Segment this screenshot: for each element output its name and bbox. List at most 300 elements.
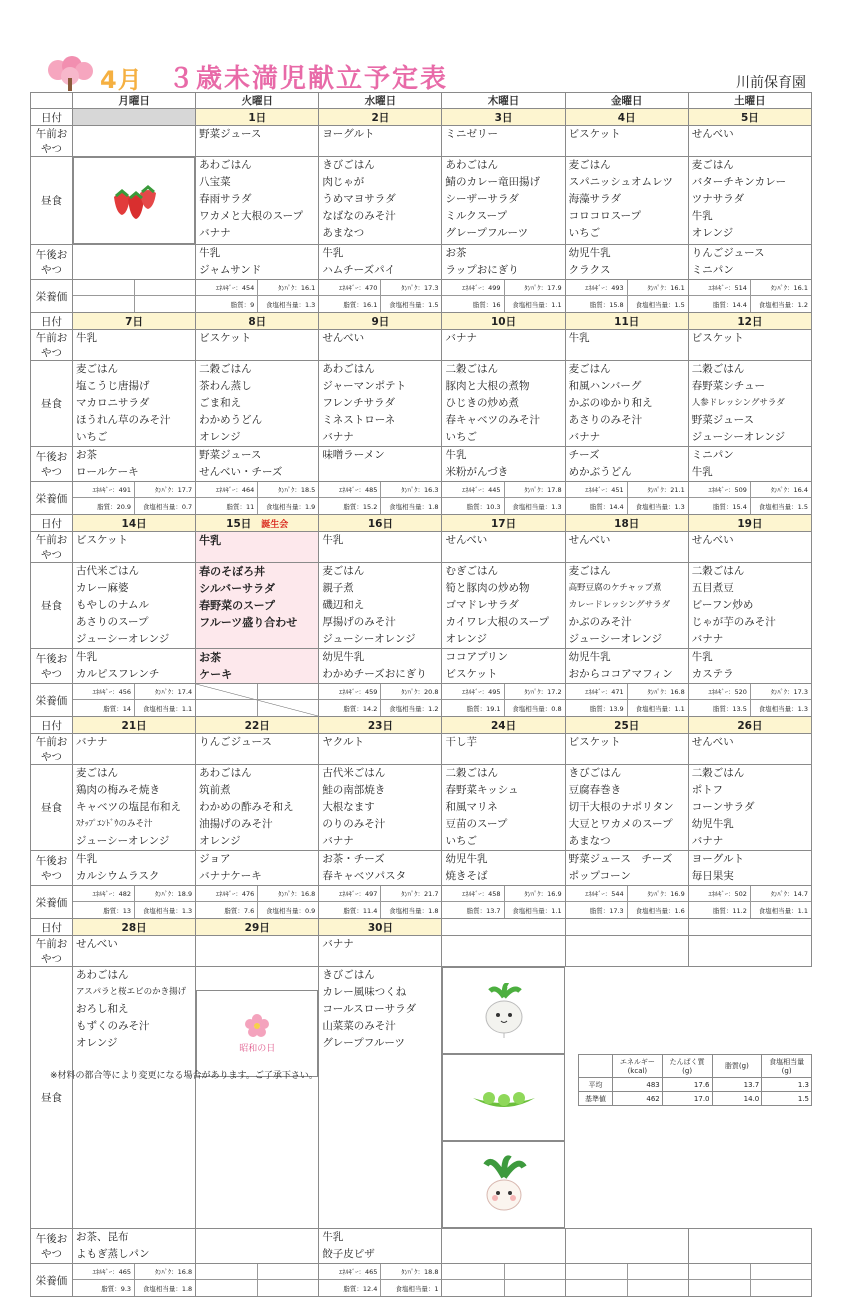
nutrition-value <box>73 296 134 312</box>
menu-item: 切干大根のナポリタン <box>568 801 674 813</box>
pm-snack-cell <box>73 245 196 280</box>
nutrition-grid <box>73 886 195 918</box>
lunch-cell <box>442 157 565 245</box>
menu-item: 豚肉と大根の煮物 <box>445 380 530 392</box>
lunch-cell <box>319 967 442 1229</box>
date-text: 25日 <box>614 719 640 732</box>
day-name: 火曜日 <box>196 93 319 109</box>
menu-item: 餃子皮ピザ <box>322 1248 375 1260</box>
lunch-cell <box>565 563 688 649</box>
menu-item: 二穀ごはん <box>691 363 745 375</box>
menu-item: ミニパン <box>691 449 734 461</box>
menu-item: むぎごはん <box>445 565 498 577</box>
lunch-cell <box>319 765 442 851</box>
nutrition-cell <box>442 280 565 313</box>
date-text: 16日 <box>367 517 393 530</box>
menu-item: 春キャベツのみそ汁 <box>445 414 540 426</box>
menu-item: バナナ <box>691 835 724 847</box>
lunch-cell <box>73 967 196 1229</box>
nutrition-value: 脂質：16 <box>472 300 501 309</box>
date-cell <box>73 717 196 734</box>
nutrition-grid <box>196 684 318 716</box>
nutrition-cell <box>442 684 565 717</box>
nutrition-value: ﾀﾝﾊﾟｸ：16.4 <box>750 482 811 498</box>
menu-item: かぶのみそ汁 <box>568 616 632 628</box>
day-name: 金曜日 <box>565 93 688 109</box>
nutrition-value: 脂質：14 <box>103 704 132 713</box>
menu-item: ビスケット <box>199 332 252 344</box>
date-text: 18日 <box>614 517 640 530</box>
pm-snack-cell <box>442 447 565 482</box>
date-text: 24日 <box>490 719 517 732</box>
pm-snack-cell <box>688 649 811 684</box>
pm-snack-cell <box>565 1229 688 1264</box>
date-text: 4日 <box>617 111 636 124</box>
menu-item: フルーツ盛り合わせ <box>199 616 298 629</box>
row-label-pm-snack: 午後おやつ <box>31 447 73 482</box>
pm-snack-cell <box>442 1229 565 1264</box>
nutrition-value: ｴﾈﾙｷﾞｰ：544 <box>566 886 627 902</box>
lunch-cell <box>442 563 565 649</box>
row-label-pm-snack: 午後おやつ <box>31 1229 73 1264</box>
nutrition-grid <box>319 482 441 514</box>
pm-snack-cell <box>196 649 319 684</box>
nutrition-value: 食塩相当量：1.3 <box>504 498 565 514</box>
pm-snack-cell <box>196 851 319 886</box>
nutrition-value <box>566 1280 627 1296</box>
date-text: 15日 <box>226 517 252 530</box>
nutrition-value: 食塩相当量：1.3 <box>750 700 811 716</box>
nutrition-grid <box>73 1264 195 1296</box>
lunch-row <box>31 563 812 649</box>
menu-item: 親子煮 <box>322 582 354 594</box>
nutrition-value: 食塩相当量：1.5 <box>627 296 688 312</box>
menu-item: せんべい <box>445 534 488 546</box>
menu-item: ジューシーオレンジ <box>76 633 170 645</box>
menu-item: なばなのみそ汁 <box>322 210 396 222</box>
nutrition-value <box>196 684 257 700</box>
am-snack-cell <box>565 330 688 361</box>
nutrition-value: 食塩相当量：1.8 <box>380 498 441 514</box>
date-cell <box>565 919 688 936</box>
lunch-cell <box>442 967 565 1054</box>
date-cell <box>565 109 688 126</box>
date-cell <box>688 919 811 936</box>
nutrition-grid <box>689 886 811 918</box>
menu-item: バナナ <box>76 736 108 748</box>
flower-icon <box>244 1013 270 1039</box>
menu-item: ココアプリン <box>445 651 509 663</box>
date-cell <box>442 109 565 126</box>
menu-item: せんべい <box>691 736 734 748</box>
date-text: 3日 <box>494 111 513 124</box>
pm-snack-cell <box>688 447 811 482</box>
menu-item: 古代米ごはん <box>322 767 386 779</box>
menu-item: 牛乳 <box>322 534 344 546</box>
menu-item: 厚揚げのみそ汁 <box>322 616 396 628</box>
nutrition-value: 食塩相当量：1.1 <box>627 700 688 716</box>
am-snack-cell <box>319 126 442 157</box>
menu-item: 二穀ごはん <box>445 767 498 779</box>
lunch-cell <box>196 361 319 447</box>
date-cell <box>196 717 319 734</box>
nutrition-value: ｴﾈﾙｷﾞｰ：499 <box>442 280 503 296</box>
nutrition-cell <box>688 1264 811 1297</box>
menu-item <box>566 936 688 953</box>
nutrition-value: 脂質：14.4 <box>589 502 624 511</box>
lunch-cell <box>319 157 442 245</box>
row-label-date: 日付 <box>31 313 73 330</box>
menu-item: せんべい <box>691 534 734 546</box>
nutrition-value <box>504 1264 565 1280</box>
menu-item: 二穀ごはん <box>445 363 498 375</box>
pm-snack-cell <box>319 649 442 684</box>
row-label-am-snack: 午前おやつ <box>31 330 73 361</box>
menu-item: あわごはん <box>445 159 498 171</box>
am-snack-row <box>31 936 812 967</box>
am-snack-row <box>31 330 812 361</box>
nutrition-value <box>750 1264 811 1280</box>
pm-snack-row <box>31 245 812 280</box>
nutrition-cell <box>565 1264 688 1297</box>
am-snack-row <box>31 734 812 765</box>
am-snack-cell <box>73 734 196 765</box>
date-cell <box>73 313 196 330</box>
nutrition-grid <box>319 280 441 312</box>
pm-snack-cell <box>196 245 319 280</box>
menu-item: ひじきの炒め煮 <box>445 397 519 409</box>
lunch-row <box>31 361 812 447</box>
menu-item: いちご <box>445 431 477 443</box>
pm-snack-cell <box>565 447 688 482</box>
am-snack-row <box>31 126 812 157</box>
menu-item: ゴマドレサラダ <box>445 599 519 611</box>
menu-item <box>196 936 318 953</box>
menu-item: 人参ドレッシングサラダ <box>691 398 785 408</box>
nutrition-cell <box>565 886 688 919</box>
nutrition-value: 食塩相当量：1.2 <box>750 296 811 312</box>
summary-header-protein: たんぱく質(g) <box>662 1055 712 1078</box>
nutrition-value <box>257 684 318 700</box>
nutrition-value <box>689 1280 750 1296</box>
nutrition-row <box>31 684 812 717</box>
menu-item: オレンジ <box>76 1037 118 1049</box>
nutrition-grid <box>442 684 564 716</box>
nutrition-grid <box>689 684 811 716</box>
nutrition-cell <box>565 482 688 515</box>
menu-item: ジューシーオレンジ <box>691 431 786 443</box>
am-snack-cell <box>442 936 565 967</box>
menu-item: りんごジュース <box>199 736 272 748</box>
menu-item: わかめチーズおにぎり <box>322 668 427 680</box>
am-snack-cell <box>73 126 196 157</box>
nutrition-value: ﾀﾝﾊﾟｸ：16.1 <box>750 280 811 296</box>
am-snack-cell <box>196 936 319 967</box>
date-text: 1日 <box>248 111 267 124</box>
row-label-lunch: 昼食 <box>31 967 73 1229</box>
nutrition-grid <box>442 1264 564 1296</box>
menu-item <box>73 126 195 143</box>
nutrition-grid <box>196 482 318 514</box>
menu-item: ツナサラダ <box>691 193 745 205</box>
nutrition-value: 脂質：14.2 <box>343 704 378 713</box>
nutrition-value: 食塩相当量：1.5 <box>750 498 811 514</box>
am-snack-cell <box>319 936 442 967</box>
menu-item: コロコロスープ <box>568 210 642 222</box>
row-label-pm-snack: 午後おやつ <box>31 649 73 684</box>
pm-snack-cell <box>73 447 196 482</box>
menu-item: かぶのゆかり和え <box>568 397 653 409</box>
menu-item: よもぎ蒸しパン <box>76 1248 150 1260</box>
date-text: 30日 <box>367 921 393 934</box>
row-label-nutrition: 栄養価 <box>31 280 73 313</box>
pm-snack-cell <box>319 245 442 280</box>
nutrition-value: 脂質：13.5 <box>712 704 747 713</box>
nutrition-cell <box>73 684 196 717</box>
nutrition-grid <box>319 1264 441 1296</box>
am-snack-cell <box>565 936 688 967</box>
pm-snack-cell <box>73 649 196 684</box>
nutrition-value: 食塩相当量：1.6 <box>627 902 688 918</box>
menu-item: 八宝菜 <box>199 176 231 188</box>
menu-item: 麦ごはん <box>568 363 611 375</box>
nutrition-value: ｴﾈﾙｷﾞｰ：465 <box>319 1264 380 1280</box>
nutrition-grid <box>442 280 564 312</box>
date-text: 14日 <box>121 517 147 530</box>
nutrition-value: 脂質：9.3 <box>101 1284 132 1293</box>
date-cell <box>442 919 565 936</box>
row-label-am-snack: 午前おやつ <box>31 126 73 157</box>
date-cell <box>319 919 442 936</box>
nutrition-value: ｴﾈﾙｷﾞｰ：456 <box>73 684 134 700</box>
date-cell <box>442 515 565 532</box>
nutrition-cell <box>688 280 811 313</box>
pm-snack-cell <box>73 851 196 886</box>
row-label-am-snack: 午前おやつ <box>31 734 73 765</box>
row-label-lunch: 昼食 <box>31 361 73 447</box>
menu-item: 幼児牛乳 <box>568 247 611 259</box>
am-snack-cell <box>319 734 442 765</box>
row-label-date: 日付 <box>31 919 73 936</box>
menu-item <box>319 464 441 481</box>
am-snack-cell <box>688 734 811 765</box>
menu-item: わかめの酢みそ和え <box>199 801 294 813</box>
menu-item: キャベツの塩昆布和え <box>76 801 181 813</box>
nutrition-value: ｴﾈﾙｷﾞｰ：454 <box>196 280 257 296</box>
menu-item: バナナ <box>322 835 354 847</box>
nutrition-cell <box>442 886 565 919</box>
menu-item: ビスケット <box>568 736 621 748</box>
pm-snack-row <box>31 851 812 886</box>
lunch-cell <box>73 765 196 851</box>
am-snack-cell <box>688 330 811 361</box>
menu-item: 牛乳 <box>445 449 467 461</box>
menu-item: あわごはん <box>199 767 252 779</box>
am-snack-cell <box>196 734 319 765</box>
day-name: 水曜日 <box>319 93 442 109</box>
lunch-row <box>31 157 812 245</box>
lunch-cell <box>196 563 319 649</box>
nutrition-value: ﾀﾝﾊﾟｸ：18.5 <box>257 482 318 498</box>
menu-item: ジョア <box>199 853 231 865</box>
nutrition-value: ｴﾈﾙｷﾞｰ：470 <box>319 280 380 296</box>
menu-item: フレンチサラダ <box>322 397 396 409</box>
menu-item: いちご <box>568 227 601 239</box>
nutrition-value: ﾀﾝﾊﾟｸ：17.4 <box>134 684 195 700</box>
menu-item: 山菜菜のみそ汁 <box>322 1020 396 1032</box>
nutrition-grid <box>566 684 688 716</box>
menu-item: 牛乳 <box>76 332 97 344</box>
nutrition-row <box>31 886 812 919</box>
nutrition-cell <box>196 1264 319 1297</box>
menu-item: 幼児牛乳 <box>445 853 488 865</box>
menu-item: ヨーグルト <box>691 853 744 865</box>
menu-item: スパニッシュオムレツ <box>568 176 673 188</box>
nutrition-cell <box>73 482 196 515</box>
menu-item: 鯖のカレー竜田揚げ <box>445 176 540 188</box>
lunch-cell <box>688 361 811 447</box>
menu-item: もずくのみそ汁 <box>76 1020 150 1032</box>
page-header <box>0 0 842 95</box>
menu-item: 春野菜キッシュ <box>445 784 519 796</box>
am-snack-cell <box>565 734 688 765</box>
radish-icon <box>476 1155 532 1215</box>
menu-item: グレープフルーツ <box>322 1037 405 1049</box>
menu-item: 茶わん蒸し <box>199 380 252 392</box>
corner-cell <box>31 93 73 109</box>
page-title: ３歳未満児献立予定表 <box>168 64 449 94</box>
menu-item: ラップおにぎり <box>445 264 519 276</box>
nutrition-value: 脂質：17.3 <box>589 906 624 915</box>
menu-table <box>30 92 812 1297</box>
am-snack-cell <box>565 126 688 157</box>
date-cell <box>319 313 442 330</box>
nutrition-summary-table <box>578 1054 812 1106</box>
nutrition-row <box>31 280 812 313</box>
menu-item: バナナケーキ <box>199 870 262 882</box>
menu-item: ビーフン炒め <box>691 599 754 611</box>
menu-item: 牛乳 <box>322 1231 344 1243</box>
menu-item: 肉じゃが <box>322 176 365 188</box>
menu-item: 筍と豚肉の炒め物 <box>445 582 530 594</box>
date-cell <box>688 515 811 532</box>
nutrition-value: ｴﾈﾙｷﾞｰ：502 <box>689 886 750 902</box>
date-cell <box>196 919 319 936</box>
menu-item: 幼児牛乳 <box>322 651 365 663</box>
lunch-cell <box>196 157 319 245</box>
menu-item: 油揚げのみそ汁 <box>199 818 273 830</box>
nutrition-value: 食塩相当量：1.9 <box>257 498 318 514</box>
nutrition-grid <box>319 886 441 918</box>
lunch-cell <box>196 990 318 1077</box>
am-snack-cell <box>319 330 442 361</box>
date-cell <box>442 313 565 330</box>
nutrition-value: 食塩相当量：1.3 <box>134 902 195 918</box>
nutrition-value: 脂質：20.9 <box>97 502 132 511</box>
menu-item: シーザーサラダ <box>445 193 519 205</box>
summary-row-label: 平均 <box>579 1078 613 1092</box>
menu-item: ジューシーオレンジ <box>568 633 662 645</box>
menu-item: わかめうどん <box>199 414 263 426</box>
pm-snack-cell <box>565 851 688 886</box>
birthday-badge: 誕生会 <box>261 519 289 530</box>
nutrition-value <box>257 700 318 716</box>
menu-item: 春雨サラダ <box>199 193 252 205</box>
nutrition-value: 脂質：11.4 <box>343 906 378 915</box>
menu-item: 焼きそば <box>445 870 488 882</box>
nutrition-value <box>689 1264 750 1280</box>
date-cell <box>196 109 319 126</box>
menu-item: ごま和え <box>199 397 242 409</box>
menu-item: きびごはん <box>568 767 622 779</box>
nutrition-value: 脂質：11 <box>226 502 255 511</box>
nutrition-value: ｴﾈﾙｷﾞｰ：514 <box>689 280 750 296</box>
nutrition-value: ｴﾈﾙｷﾞｰ：465 <box>73 1264 134 1280</box>
menu-item: クラクス <box>568 264 611 276</box>
pm-snack-cell <box>319 447 442 482</box>
nutrition-value: 食塩相当量：1.5 <box>380 296 441 312</box>
lunch-cell <box>688 157 811 245</box>
menu-item: めかぶうどん <box>568 466 632 478</box>
am-snack-cell <box>73 936 196 967</box>
nutrition-grid <box>73 280 195 312</box>
date-cell <box>565 515 688 532</box>
menu-item: ジャーマンポテト <box>322 380 407 392</box>
nutrition-cell <box>73 886 196 919</box>
menu-item: ミニパン <box>691 264 734 276</box>
date-cell <box>688 109 811 126</box>
nutrition-cell <box>565 684 688 717</box>
am-snack-cell <box>688 126 811 157</box>
menu-item: 牛乳 <box>322 247 344 259</box>
summary-value: 14.0 <box>712 1092 762 1106</box>
lunch-cell <box>73 563 196 649</box>
nutrition-value: 脂質：11.2 <box>712 906 747 915</box>
pm-snack-cell <box>442 245 565 280</box>
pm-snack-row <box>31 649 812 684</box>
menu-item: ポトフ <box>691 784 723 796</box>
summary-value: 17.0 <box>662 1092 712 1106</box>
nutrition-value: ﾀﾝﾊﾟｸ：17.3 <box>380 280 441 296</box>
pm-snack-cell <box>565 245 688 280</box>
menu-item: あわごはん <box>322 363 375 375</box>
nutrition-grid <box>566 1264 688 1296</box>
nutrition-value: ｴﾈﾙｷﾞｰ：485 <box>319 482 380 498</box>
nutrition-value <box>566 1264 627 1280</box>
menu-item: 春キャベツパスタ <box>322 870 407 882</box>
menu-item: オレンジ <box>199 431 241 443</box>
lunch-cell <box>688 563 811 649</box>
summary-corner <box>579 1055 613 1078</box>
nutrition-value: ﾀﾝﾊﾟｸ：17.3 <box>750 684 811 700</box>
menu-item: お茶 <box>199 651 222 664</box>
nutrition-value: 脂質：10.3 <box>466 502 501 511</box>
lunch-cell <box>565 361 688 447</box>
menu-item: 鶏肉の梅みそ焼き <box>76 784 160 796</box>
summary-header-salt: 食塩相当量(g) <box>762 1055 812 1078</box>
nutrition-cell <box>73 1264 196 1297</box>
nutrition-value: 脂質：7.6 <box>224 906 255 915</box>
menu-item: 高野豆腐のケチャップ煮 <box>568 583 662 593</box>
pm-snack-cell <box>319 851 442 886</box>
summary-header-fat: 脂質(g) <box>712 1055 762 1078</box>
pea-pod-icon <box>469 1078 539 1118</box>
nutrition-grid <box>196 1264 318 1296</box>
date-text: 26日 <box>737 719 763 732</box>
menu-item: カレー麻婆 <box>76 582 129 594</box>
lunch-cell <box>442 1141 565 1228</box>
nutrition-value: ｴﾈﾙｷﾞｰ：451 <box>566 482 627 498</box>
